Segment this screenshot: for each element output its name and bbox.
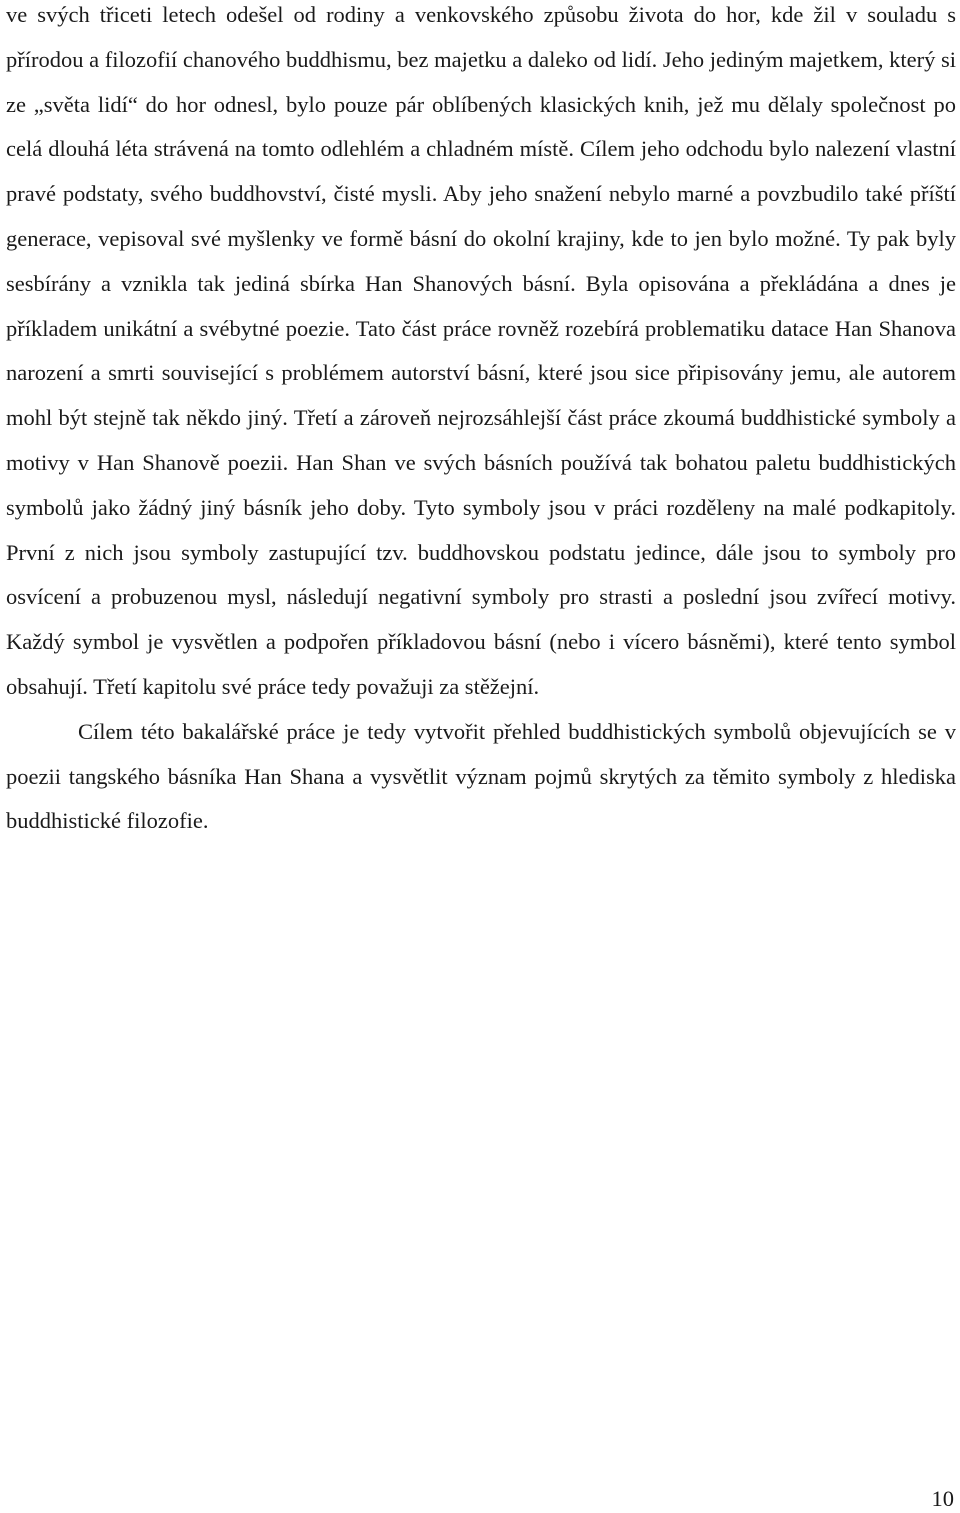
document-page <box>6 0 956 844</box>
conclusion-paragraph: Cílem této bakalářské práce je tedy vytvořit přehled buddhistických symbolů objevujících se v poezii tangského básníka Han Shana a vysvětlit význam pojmů skrytých za těmito symboly z hlediska buddhistické filozofie. <box>6 718 956 834</box>
body-paragraph: ve svých třiceti letech odešel od rodiny a venkovského způsobu života do hor, kde žil v souladu s přírodou a filozofií chanového buddhismu, bez majetku a daleko od lidí. Jeho jediným majetkem, který si ze „světa lidí“ do hor odnesl, bylo pouze pár oblíbených klasických knih, jež mu dělaly společnost po celá dlouhá léta strávená na tomto odlehlém a chladném místě. Cílem jeho odchodu bylo nalezení vlastní pravé podstaty, svého buddhovství, čisté mysli. Aby jeho snažení nebylo marné a povzbudilo také příští generace, vepisoval své myšlenky ve formě básní do okolní krajiny, kde to jen bylo možné. Ty pak byly sesbírány a vznikla tak jediná sbírka Han Shanových básní. Byla opisována a překládána a dnes je příkladem unikátní a svébytné poezie. Tato část práce rovněž rozebírá problematiku datace Han Shanova narození a smrti související s problémem autorství básní, které jsou sice připisovány jemu, ale autorem mohl být stejně tak někdo jiný. Třetí a zároveň nejrozsáhlejší část práce zkoumá buddhistické symboly a motivy v Han Shanově poezii. Han Shan ve svých básních používá tak bohatou paletu buddhistických symbolů jako žádný jiný básník jeho doby. Tyto symboly jsou v práci rozděleny na malé podkapitoly. První z nich jsou symboly zastupující tzv. buddhovskou podstatu jedince, dále jsou to symboly pro osvícení a probuzenou mysl, následují negativní symboly pro strasti a poslední jsou zvířecí motivy. Každý symbol je vysvětlen a podpořen příkladovou básní (nebo i vícero básněmi), které tento symbol obsahují. Třetí kapitolu své práce tedy považuji za stěžejní. <box>6 2 956 699</box>
page-number: 10 <box>931 1486 954 1511</box>
